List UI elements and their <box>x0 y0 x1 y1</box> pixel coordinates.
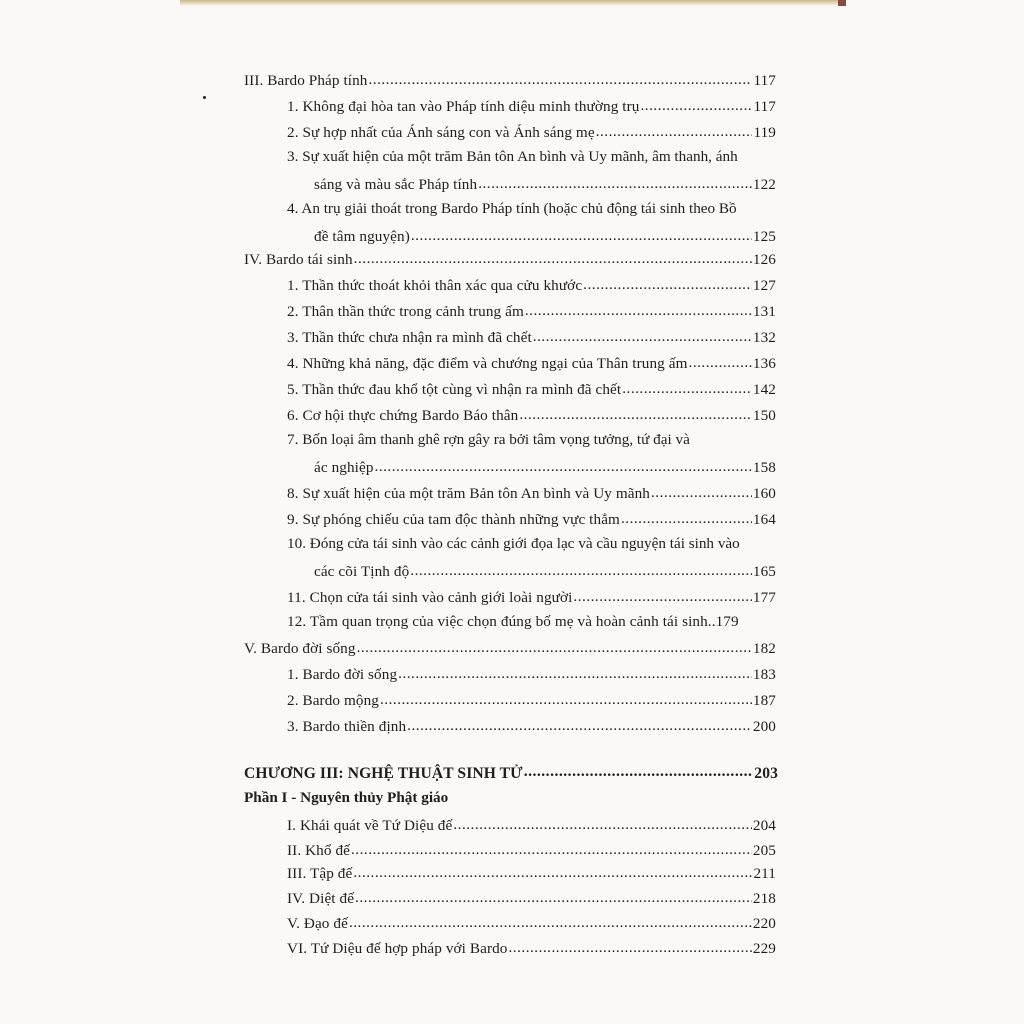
section-heading: Phần I - Nguyên thủy Phật giáo <box>244 789 449 806</box>
page-number: 132 <box>752 329 776 347</box>
page-number: 150 <box>752 407 776 425</box>
page-number: 229 <box>752 940 776 958</box>
toc-entry: 2. Thân thần thức trong cảnh trung ấm ..... 131 <box>287 301 776 321</box>
toc-entry: các cõi Tịnh độ ..... 165 <box>314 561 776 581</box>
page-number: 131 <box>752 303 776 321</box>
toc-entry: 5. Thần thức đau khổ tột cùng vì nhận ra mình đã chết ..... 142 <box>287 379 776 399</box>
toc-entry: V. Đạo đế ..... 220 <box>287 913 776 933</box>
toc-entry: VI. Tứ Diệu đế hợp pháp với Bardo ..... 229 <box>287 938 776 958</box>
page-number: 182 <box>752 640 776 658</box>
toc-entry: 3. Bardo thiền định ..... 200 <box>287 716 776 736</box>
page-number: 160 <box>752 485 776 503</box>
toc-entry: sáng và màu sắc Pháp tính ..... 122 <box>314 174 776 194</box>
page-number: 158 <box>752 459 776 477</box>
page-number: 220 <box>752 915 776 933</box>
page-number: 211 <box>753 865 776 883</box>
page-number: 218 <box>752 890 776 908</box>
toc-entry: 2. Bardo mộng ..... 187 <box>287 690 776 710</box>
toc-entry: đề tâm nguyện) ..... 125 <box>314 226 776 246</box>
page-number: 126 <box>752 251 776 269</box>
page-number: 177 <box>752 589 776 607</box>
toc-entry: 1. Bardo đời sống ..... 183 <box>287 664 776 684</box>
page-number: 122 <box>752 176 776 194</box>
toc-entry-text: 3. Sự xuất hiện của một trăm Bản tôn An bình và Uy mãnh, âm thanh, ánh <box>287 148 738 165</box>
toc-entry: V. Bardo đời sống ..... 182 <box>244 638 776 658</box>
toc-entry: ác nghiệp ..... 158 <box>314 457 776 477</box>
chapter-heading: CHƯƠNG III: NGHỆ THUẬT SINH TỬ ..... 203 <box>244 762 778 783</box>
toc-entry: 1. Không đại hòa tan vào Pháp tính diệu minh thường trụ ..... 117 <box>287 96 776 116</box>
toc-entry: III. Tập đế ..... 211 <box>287 863 776 883</box>
page-number: 205 <box>752 842 776 860</box>
page-number: 127 <box>752 277 776 295</box>
page-number: 125 <box>752 228 776 246</box>
page-number: 164 <box>752 511 776 529</box>
toc-entry-text: 7. Bốn loại âm thanh ghê rợn gây ra bởi tâm vọng tưởng, tứ đại và <box>287 431 690 448</box>
page-number: 117 <box>753 98 776 116</box>
toc-entry: 6. Cơ hội thực chứng Bardo Báo thân ..... 150 <box>287 405 776 425</box>
page-number: 119 <box>753 124 776 142</box>
toc-entry: 2. Sự hợp nhất của Ánh sáng con và Ánh sáng mẹ ..... 119 <box>287 122 776 142</box>
page-number: 187 <box>752 692 776 710</box>
page-number: 200 <box>752 718 776 736</box>
page-number: 204 <box>752 817 776 835</box>
toc-entry: IV. Bardo tái sinh ..... 126 <box>244 249 776 269</box>
toc-entry: IV. Diệt đế ..... 218 <box>287 888 776 908</box>
toc-entry: 1. Thần thức thoát khỏi thân xác qua cửu khước ..... 127 <box>287 275 776 295</box>
toc-entry-text: 10. Đóng cửa tái sinh vào các cảnh giới đọa lạc và cầu nguyện tái sinh vào <box>287 535 740 552</box>
toc-entry: 8. Sự xuất hiện của một trăm Bản tôn An bình và Uy mãnh ..... 160 <box>287 483 776 503</box>
page-number: 117 <box>753 72 776 90</box>
page-number: 136 <box>752 355 776 373</box>
page-number: 183 <box>752 666 776 684</box>
toc-entry: 4. Những khả năng, đặc điểm và chướng ngại của Thân trung ấm ..... 136 <box>287 353 776 373</box>
page-number: 165 <box>752 563 776 581</box>
toc-entry: 3. Thần thức chưa nhận ra mình đã chết ..... 132 <box>287 327 776 347</box>
toc-entry: 9. Sự phóng chiếu của tam độc thành những vực thẳm ..... 164 <box>287 509 776 529</box>
toc-entry: I. Khái quát về Tứ Diệu đế ..... 204 <box>287 815 776 835</box>
toc-entry: III. Bardo Pháp tính ..... 117 <box>244 70 776 90</box>
page-number: 203 <box>754 764 778 782</box>
page-number: 142 <box>752 381 776 399</box>
toc-entry-text: 4. An trụ giải thoát trong Bardo Pháp tính (hoặc chủ động tái sinh theo Bồ <box>287 200 737 217</box>
toc-entry: II. Khổ đế ..... 205 <box>287 840 776 860</box>
toc-entry: 11. Chọn cửa tái sinh vào cảnh giới loài người ..... 177 <box>287 587 776 607</box>
toc-entry: 12. Tầm quan trọng của việc chọn đúng bố mẹ và hoàn cảnh tái sinh.. 179 <box>287 613 739 630</box>
page-number: 179 <box>715 613 739 630</box>
